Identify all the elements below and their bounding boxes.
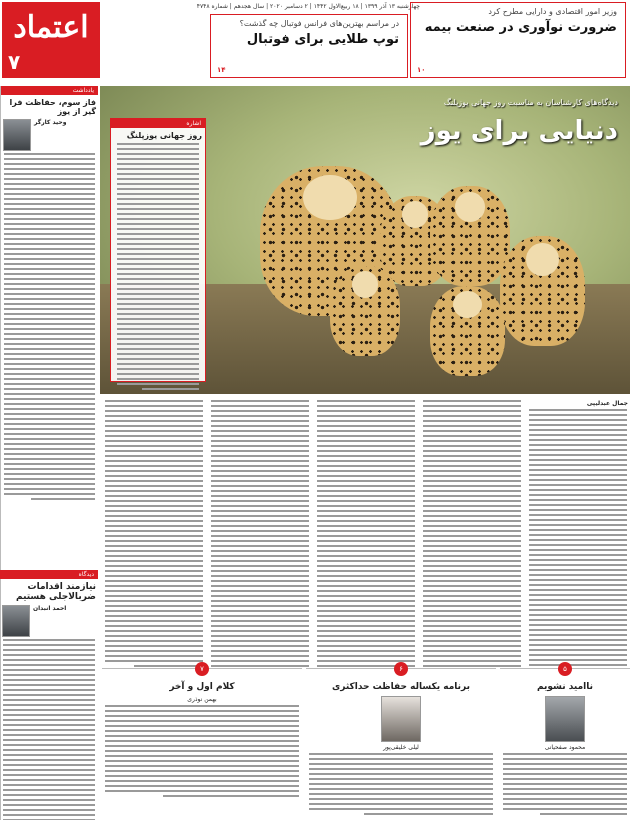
lower-opinion-row: [100, 665, 630, 820]
column-headline[interactable]: ناامید نشویم: [536, 682, 594, 692]
teaser-page: ۱۰: [417, 66, 426, 74]
text-column: [102, 398, 206, 668]
teaser-football[interactable]: [210, 14, 408, 78]
author-name: احمد انبدان: [33, 605, 67, 612]
text-column: [526, 398, 630, 668]
column-badge: ۵: [558, 662, 572, 676]
author-portrait: [381, 696, 421, 742]
lower-column: [306, 665, 496, 820]
logo-text: اعتماد: [13, 10, 89, 45]
teaser-headline: ضرورت نوآوری در صنعت بیمه: [424, 20, 617, 35]
article-byline: جمال عبدلیپی: [586, 400, 628, 407]
section-tag: دیدگاه: [0, 570, 98, 579]
text-column: [314, 398, 418, 668]
viewpoint-headline[interactable]: نیازمند اقدامات ضربالاجلی هستیم: [16, 582, 96, 602]
author-portrait: [3, 119, 31, 151]
text-column: [420, 398, 524, 668]
hero-headline[interactable]: دنیایی برای یوز: [420, 116, 618, 146]
cheetah-cub: [500, 236, 585, 346]
author-name: محمود صفحیانی: [544, 744, 586, 751]
viewpoint-column: [0, 570, 98, 820]
teaser-kicker: وزیر امور اقتصادی و دارایی مطرح کرد: [488, 7, 617, 16]
teaser-page: ۱۴: [217, 66, 226, 74]
cheetah-cub: [430, 186, 510, 286]
section-tag: اشاره: [111, 119, 205, 128]
column-headline[interactable]: برنامه یکساله حفاظت حداکثری: [331, 682, 471, 692]
dateline: چهارشنبه ۱۳ آذر ۱۳۹۹ | ۱۸ ربیع‌الاول ۱۴۴۲ | ۲ دسامبر ۲۰۲۰ | سال هجدهم | شماره ۴۷۴۸: [196, 3, 420, 10]
lower-column: [500, 665, 630, 820]
page-number: ۷: [8, 50, 21, 74]
note-text: [117, 143, 199, 390]
column-badge: ۷: [195, 662, 209, 676]
section-tag: یادداشت: [1, 86, 98, 95]
masthead: [0, 0, 630, 82]
teaser-headline: توپ طلایی برای فوتبال: [246, 32, 399, 47]
author-portrait: [2, 605, 30, 637]
newspaper-logo[interactable]: [2, 2, 100, 78]
article-text: [3, 639, 95, 820]
author-block: [2, 605, 96, 637]
cheetah-cub: [330, 266, 400, 356]
teaser-insurance[interactable]: [410, 2, 626, 78]
intro-note-box: [110, 118, 206, 382]
author-portrait: [545, 696, 585, 742]
column-headline[interactable]: کلام اول و آخر: [169, 682, 235, 692]
author-name: بهمن نوذری: [187, 696, 217, 703]
lower-column: [102, 665, 302, 820]
opinion-headline[interactable]: فاز سوم، حفاظت فرا گیر از یوز: [9, 98, 96, 116]
main-article-body: [100, 398, 630, 668]
note-title: روز جهانی یوزپلنگ: [126, 131, 202, 140]
cheetah-cub: [430, 286, 505, 376]
text-column: [208, 398, 312, 668]
author-name: لیلی خلیقی‌پور: [383, 744, 419, 751]
author-block: [3, 119, 96, 151]
author-name: وحید کارگر: [34, 119, 67, 126]
column-badge: ۶: [394, 662, 408, 676]
teaser-kicker: در مراسم بهترین‌های فرانس فوتبال چه گذشت؟: [239, 19, 399, 28]
hero-kicker: دیدگاه‌های کارشناسان به مناسبت روز جهانی یوزپلنگ: [443, 98, 618, 107]
article-text: [4, 153, 95, 500]
